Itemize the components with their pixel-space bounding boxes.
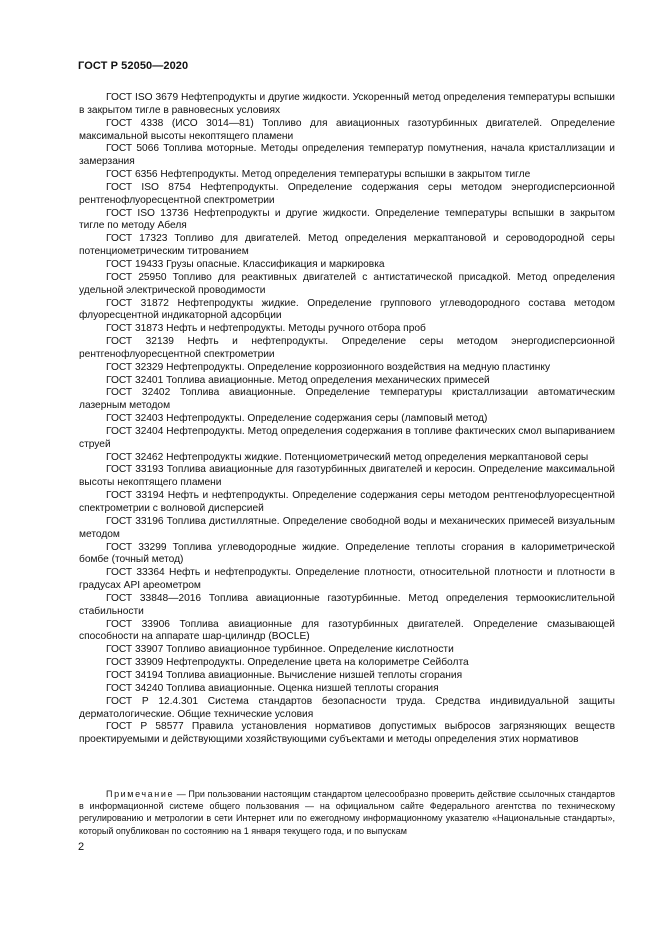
page-number: 2 [78,841,85,853]
reference-item: ГОСТ 33848—2016 Топлива авиационные газотурбинные. Метод определения термоокислительной стабильности [79,592,615,617]
reference-item: ГОСТ 5066 Топлива моторные. Методы определения температур помутнения, начала кристаллизации и замерзания [79,143,615,168]
reference-item: ГОСТ 31873 Нефть и нефтепродукты. Методы ручного отбора проб [106,323,426,335]
reference-item: ГОСТ 32462 Нефтепродукты жидкие. Потенциометрический метод определения меркаптановой серы [106,451,589,463]
reference-item: ГОСТ ISO 3679 Нефтепродукты и другие жидкости. Ускоренный метод определения температуры вспышки в закрытом тигле в равновесных условиях [79,92,615,116]
reference-item: ГОСТ 17323 Топливо для двигателей. Метод определения меркаптановой и сероводородной серы потенциометрическим титрованием [79,233,615,258]
reference-item: ГОСТ 32139 Нефть и нефтепродукты. Определение серы методом энергодисперсионной рентгенофлуоресцентной спектрометрии [79,336,615,360]
reference-item: ГОСТ 32402 Топлива авиационные. Определение температуры кристаллизации автоматическим лазерным методом [79,387,615,412]
reference-item: ГОСТ 33364 Нефть и нефтепродукты. Определение плотности, относительной плотности и плотности в градусах API ареометром [79,567,615,592]
reference-item: ГОСТ 33909 Нефтепродукты. Определение цвета на колориметре Сейболта [106,657,469,669]
reference-item: ГОСТ ISO 13736 Нефтепродукты и другие жидкости. Определение температуры вспышки в закрытом тигле по методу Абеля [79,207,615,232]
note-text: — При пользовании настоящим стандартом целесообразно проверить действие ссылочных стандартов в информационной системе общего пользования — на официальном сайте Федерального агентства по техническому регулированию и метрологии в сети Интернет или по ежегодному информационному указателю «Национальные стандарты», который опубликован по состоянию на 1 января текущего года, и по выпускам [79,789,615,836]
reference-item: ГОСТ 34194 Топлива авиационные. Вычисление низшей теплоты сгорания [106,669,463,681]
reference-item: ГОСТ 33196 Топлива дистиллятные. Определение свободной воды и механических примесей визуальным методом [79,515,615,540]
reference-item: ГОСТ 34240 Топлива авиационные. Оценка низшей теплоты сгорания [106,682,439,694]
reference-item: ГОСТ 31872 Нефтепродукты жидкие. Определение группового углеводородного состава методом флуоресцентной индикаторной адсорбции [79,297,615,322]
reference-item: ГОСТ 4338 (ИСО 3014—81) Топливо для авиационных газотурбинных двигателей. Определение максимальной высоты некоптящего пламени [79,117,615,142]
reference-item: ГОСТ Р 12.4.301 Система стандартов безопасности труда. Средства индивидуальной защиты дерматологические. Общие технические условия [79,695,615,720]
reference-item: ГОСТ 33193 Топлива авиационные для газотурбинных двигателей и керосин. Определение максимальной высоты некоптящего пламени [79,464,615,489]
normative-references-list [79,92,615,747]
reference-item: ГОСТ 32329 Нефтепродукты. Определение коррозионного воздействия на медную пластинку [106,361,551,373]
reference-item: ГОСТ Р 58577 Правила установления нормативов допустимых выбросов загрязняющих веществ проектируемыми и действующими хозяйствующими субъектами и методы определения этих нормативов [79,721,615,746]
reference-item: ГОСТ 25950 Топливо для реактивных двигателей с антистатической присадкой. Метод определения удельной электрической проводимости [79,271,615,296]
reference-item: ГОСТ 32403 Нефтепродукты. Определение содержания серы (ламповый метод) [106,413,488,425]
reference-item: ГОСТ ISO 8754 Нефтепродукты. Определение содержания серы методом энергодисперсионной рентгенофлуоресцентной спектрометрии [79,181,615,206]
reference-item: ГОСТ 33907 Топливо авиационное турбинное. Определение кислотности [106,644,454,656]
document-header: ГОСТ Р 52050—2020 [78,60,189,72]
reference-item: ГОСТ 19433 Грузы опасные. Классификация и маркировка [106,258,385,270]
reference-item: ГОСТ 33194 Нефть и нефтепродукты. Определение содержания серы методом рентгенофлуоресцентной спектрометрии с волновой дисперсией [79,490,615,514]
note-paragraph [79,788,615,837]
reference-item: ГОСТ 6356 Нефтепродукты. Метод определения температуры вспышки в закрытом тигле [106,169,531,181]
reference-item: ГОСТ 33299 Топлива углеводородные жидкие. Определение теплоты сгорания в калориметрической бомбе (точный метод) [79,541,615,566]
reference-item: ГОСТ 32401 Топлива авиационные. Метод определения механических примесей [106,374,490,386]
reference-item: ГОСТ 32404 Нефтепродукты. Метод определения содержания в топливе фактических смол выпариванием струей [79,425,615,450]
reference-item: ГОСТ 33906 Топлива авиационные для газотурбинных двигателей. Определение смазывающей способности на аппарате шар-цилиндр (BOCLE) [79,618,615,643]
note-label: Примечание [106,789,175,799]
